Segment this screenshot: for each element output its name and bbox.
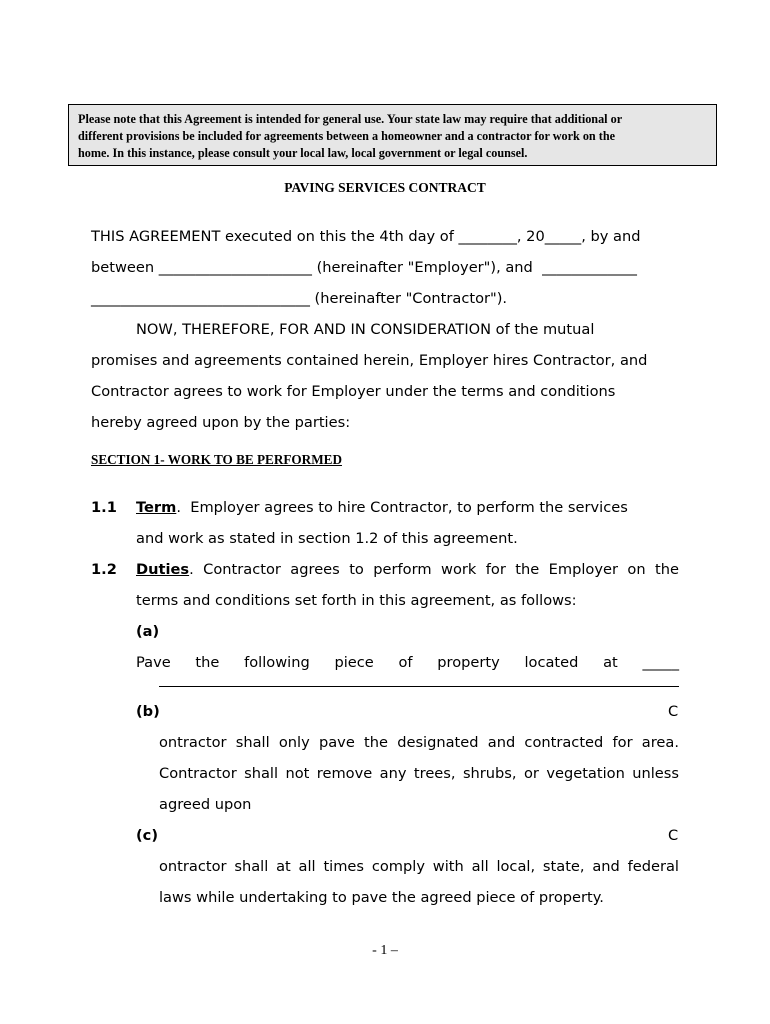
duties-text-1: . Contractor agrees to perform work for the Employer on the [189, 561, 679, 578]
item-c-dropcap: C [668, 827, 679, 844]
item-c-line-1: ontractor shall at all times comply with all local, state, and federal [159, 858, 679, 875]
notice-line-1: Please note that this Agreement is intended for general use. Your state law may require that additional or [78, 112, 623, 126]
duties-label: Duties [136, 561, 190, 578]
duties-line-2: terms and conditions set forth in this agreement, as follows: [136, 592, 577, 609]
property-address-blank [159, 686, 679, 687]
consideration-line-4: hereby agreed upon by the parties: [91, 414, 351, 431]
item-a-line-1: Pave the following piece of property located at _____ [136, 654, 679, 671]
item-c-label: (c) [136, 827, 158, 844]
consideration-line-1: NOW, THEREFORE, FOR AND IN CONSIDERATION of the mutual [136, 321, 595, 338]
item-b-line-1: ontractor shall only pave the designated and contracted for area. [159, 734, 679, 751]
item-b-dropcap: C [668, 703, 679, 720]
duties-line-1 [136, 561, 679, 579]
item-b-line-3: agreed upon [159, 796, 252, 813]
item-a-label: (a) [136, 623, 160, 640]
notice-line-3: home. In this instance, please consult your local law, local government or legal counsel. [78, 146, 528, 160]
consideration-line-2: promises and agreements contained herein, Employer hires Contractor, and [91, 352, 648, 369]
term-line-1 [136, 499, 628, 517]
item-c-line-2: laws while undertaking to pave the agreed piece of property. [159, 889, 604, 906]
intro-line-2: between _____________________ (hereinafter "Employer"), and _____________ [91, 259, 637, 276]
term-number: 1.1 [91, 499, 117, 516]
contract-title: PAVING SERVICES CONTRACT [284, 180, 486, 195]
section-1-heading: SECTION 1- WORK TO BE PERFORMED [91, 452, 342, 467]
intro-line-3: ______________________________ (hereinafter "Contractor"). [91, 290, 508, 307]
notice-line-2: different provisions be included for agreements between a homeowner and a contractor for work on the [78, 129, 616, 143]
term-line-2: and work as stated in section 1.2 of this agreement. [136, 530, 518, 547]
term-text-1: . Employer agrees to hire Contractor, to perform the services [176, 499, 628, 516]
item-b-label: (b) [136, 703, 160, 720]
intro-line-1: THIS AGREEMENT executed on this the 4th day of ________, 20_____, by and [91, 228, 641, 245]
consideration-line-3: Contractor agrees to work for Employer under the terms and conditions [91, 383, 616, 400]
general-use-notice [68, 104, 717, 166]
item-b-line-2: Contractor shall not remove any trees, shrubs, or vegetation unless [159, 765, 679, 782]
page-number: - 1 – [372, 943, 398, 958]
term-label: Term [136, 499, 177, 516]
duties-number: 1.2 [91, 561, 117, 578]
